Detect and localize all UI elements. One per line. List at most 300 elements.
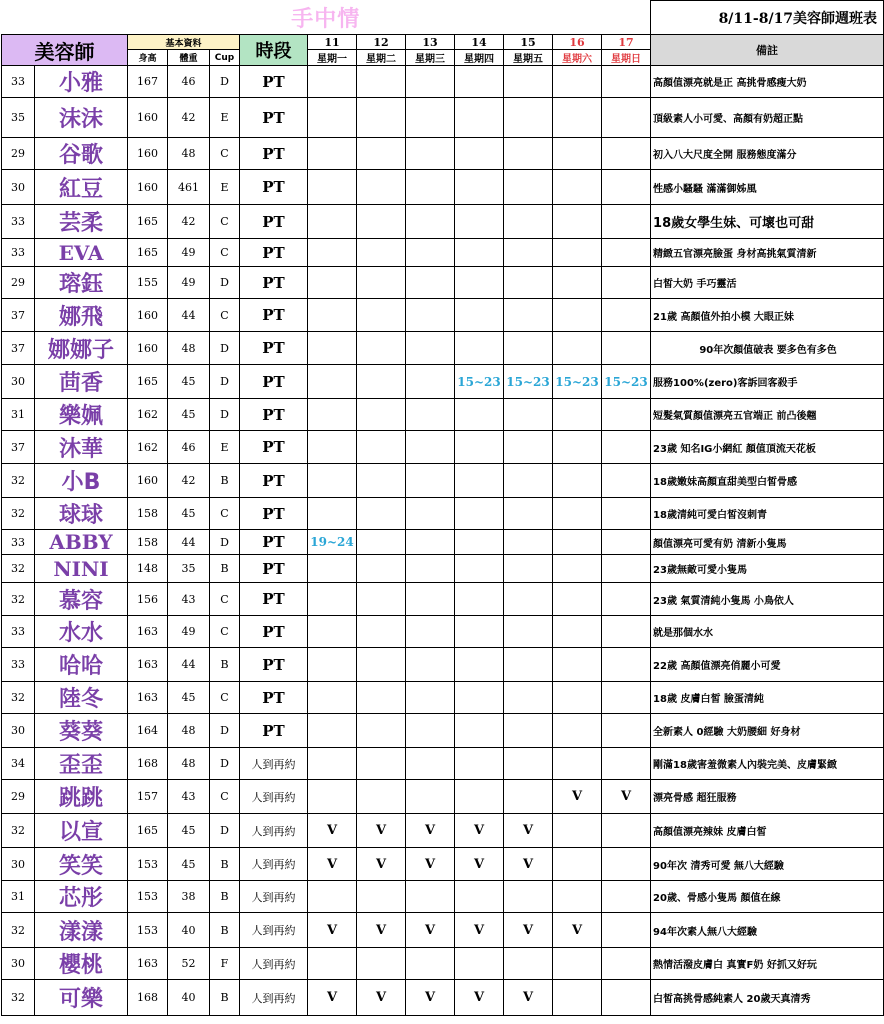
cup-cell: D — [210, 530, 240, 555]
day-cell-14: V — [455, 848, 504, 881]
day-cell-12: V — [357, 913, 406, 948]
day-cell-17 — [602, 138, 651, 170]
weight-cell: 45 — [168, 682, 210, 714]
day-cell-15 — [504, 881, 553, 913]
stylist-name: 紅豆 — [35, 170, 128, 205]
day-cell-16 — [553, 399, 602, 431]
day-cell-14: V — [455, 913, 504, 948]
height-cell: 155 — [128, 267, 168, 299]
stylist-name: 笑笑 — [35, 848, 128, 881]
cup-cell: D — [210, 365, 240, 399]
age-cell: 33 — [2, 648, 35, 682]
day-cell-14 — [455, 948, 504, 980]
weekday-header-6: 星期六 — [553, 50, 602, 66]
day-cell-13 — [406, 299, 455, 332]
day-cell-13 — [406, 498, 455, 530]
stylist-row — [2, 980, 884, 1016]
day-cell-15 — [504, 498, 553, 530]
note-cell: 熱情活潑皮膚白 真實F奶 好抓又好玩 — [651, 948, 884, 980]
cup-cell: C — [210, 780, 240, 814]
day-cell-16 — [553, 682, 602, 714]
stylist-row — [2, 205, 884, 239]
day-cell-12 — [357, 365, 406, 399]
day-cell-16 — [553, 498, 602, 530]
cup-cell: C — [210, 205, 240, 239]
schedule-table — [1, 0, 884, 1016]
day-cell-15 — [504, 66, 553, 98]
day-cell-14 — [455, 583, 504, 616]
day-cell-14 — [455, 267, 504, 299]
day-cell-14 — [455, 205, 504, 239]
height-cell: 157 — [128, 780, 168, 814]
day-cell-12 — [357, 138, 406, 170]
day-cell-13 — [406, 648, 455, 682]
day-cell-11 — [308, 299, 357, 332]
height-cell: 164 — [128, 714, 168, 748]
shift-cell: PT — [240, 170, 308, 205]
day-cell-12 — [357, 555, 406, 583]
day-cell-12 — [357, 498, 406, 530]
day-cell-17 — [602, 980, 651, 1016]
age-cell: 31 — [2, 399, 35, 431]
day-cell-13 — [406, 583, 455, 616]
day-cell-12: V — [357, 814, 406, 848]
stylist-row — [2, 555, 884, 583]
stylist-row — [2, 498, 884, 530]
height-cell: 167 — [128, 66, 168, 98]
day-cell-14 — [455, 98, 504, 138]
cup-header: Cup — [210, 50, 240, 66]
weekday-header-2: 星期二 — [357, 50, 406, 66]
weight-cell: 49 — [168, 267, 210, 299]
stylist-name: 陸冬 — [35, 682, 128, 714]
day-cell-12 — [357, 583, 406, 616]
shift-cell: PT — [240, 98, 308, 138]
cup-cell: B — [210, 913, 240, 948]
stylist-name: 哈哈 — [35, 648, 128, 682]
age-cell: 34 — [2, 748, 35, 780]
cup-cell: D — [210, 66, 240, 98]
cup-cell: D — [210, 267, 240, 299]
age-cell: 37 — [2, 299, 35, 332]
cup-cell: C — [210, 583, 240, 616]
day-cell-16 — [553, 138, 602, 170]
note-cell: 漂亮骨感 超狂服務 — [651, 780, 884, 814]
date-header-7: 17 — [602, 35, 651, 50]
day-cell-11 — [308, 780, 357, 814]
stylist-name: 漾漾 — [35, 913, 128, 948]
shift-cell: PT — [240, 267, 308, 299]
note-cell: 服務100%(zero)客訴回客殺手 — [651, 365, 884, 399]
day-cell-11 — [308, 616, 357, 648]
age-cell: 33 — [2, 530, 35, 555]
day-cell-16 — [553, 66, 602, 98]
weekday-header-3: 星期三 — [406, 50, 455, 66]
day-cell-17 — [602, 682, 651, 714]
day-cell-11: 19~24 — [308, 530, 357, 555]
shift-cell: PT — [240, 399, 308, 431]
day-cell-13 — [406, 332, 455, 365]
note-cell: 就是那個水水 — [651, 616, 884, 648]
cup-cell: C — [210, 299, 240, 332]
day-cell-15: V — [504, 913, 553, 948]
day-cell-11 — [308, 170, 357, 205]
weight-cell: 43 — [168, 780, 210, 814]
day-cell-11 — [308, 583, 357, 616]
day-cell-13 — [406, 682, 455, 714]
stylist-row — [2, 913, 884, 948]
day-cell-17 — [602, 205, 651, 239]
age-cell: 32 — [2, 980, 35, 1016]
stylist-row — [2, 714, 884, 748]
day-cell-17 — [602, 464, 651, 498]
note-cell: 高顏值漂亮辣妹 皮膚白皙 — [651, 814, 884, 848]
day-cell-16 — [553, 583, 602, 616]
age-cell: 32 — [2, 464, 35, 498]
day-cell-13 — [406, 881, 455, 913]
stylist-name: 芸柔 — [35, 205, 128, 239]
day-cell-14 — [455, 748, 504, 780]
day-cell-13: V — [406, 980, 455, 1016]
day-cell-14 — [455, 498, 504, 530]
day-cell-13 — [406, 780, 455, 814]
day-cell-17 — [602, 748, 651, 780]
stylist-row — [2, 682, 884, 714]
height-cell: 163 — [128, 948, 168, 980]
cup-cell: E — [210, 98, 240, 138]
note-cell: 高顏值漂亮就是正 高挑骨感瘦大奶 — [651, 66, 884, 98]
weight-cell: 48 — [168, 748, 210, 780]
note-cell: 23歲 知名IG小網紅 顏值頂流天花板 — [651, 431, 884, 464]
stylist-name: 瑢鈺 — [35, 267, 128, 299]
day-cell-13 — [406, 98, 455, 138]
weight-cell: 48 — [168, 138, 210, 170]
cup-cell: D — [210, 714, 240, 748]
day-cell-16 — [553, 431, 602, 464]
stylist-row — [2, 332, 884, 365]
stylist-row — [2, 881, 884, 913]
stylist-name: 谷歌 — [35, 138, 128, 170]
cup-cell: B — [210, 881, 240, 913]
day-cell-12 — [357, 780, 406, 814]
height-cell: 165 — [128, 239, 168, 267]
day-cell-17 — [602, 913, 651, 948]
day-cell-13: V — [406, 913, 455, 948]
age-cell: 30 — [2, 848, 35, 881]
day-cell-17 — [602, 299, 651, 332]
weight-header: 體重 — [168, 50, 210, 66]
day-cell-12 — [357, 464, 406, 498]
day-cell-12 — [357, 748, 406, 780]
day-cell-17 — [602, 170, 651, 205]
day-cell-15 — [504, 714, 553, 748]
age-cell: 30 — [2, 365, 35, 399]
day-cell-15 — [504, 138, 553, 170]
shift-cell: PT — [240, 530, 308, 555]
day-cell-16 — [553, 881, 602, 913]
day-cell-14 — [455, 332, 504, 365]
day-cell-14: 15~23 — [455, 365, 504, 399]
weight-cell: 35 — [168, 555, 210, 583]
height-cell: 160 — [128, 138, 168, 170]
stylist-name: 小B — [35, 464, 128, 498]
day-cell-11 — [308, 138, 357, 170]
weight-cell: 38 — [168, 881, 210, 913]
age-cell: 33 — [2, 66, 35, 98]
age-cell: 29 — [2, 138, 35, 170]
stylist-name: EVA — [35, 239, 128, 267]
day-cell-12 — [357, 98, 406, 138]
shift-cell: PT — [240, 138, 308, 170]
note-cell: 22歲 高顏值漂亮俏麗小可愛 — [651, 648, 884, 682]
day-cell-14 — [455, 682, 504, 714]
stylist-name: 以宣 — [35, 814, 128, 848]
day-cell-16: V — [553, 913, 602, 948]
shift-cell: PT — [240, 714, 308, 748]
weight-cell: 48 — [168, 714, 210, 748]
shift-cell: PT — [240, 66, 308, 98]
age-cell: 33 — [2, 205, 35, 239]
day-cell-17: V — [602, 780, 651, 814]
stylist-row — [2, 267, 884, 299]
day-cell-15 — [504, 239, 553, 267]
day-cell-13 — [406, 170, 455, 205]
day-cell-14 — [455, 399, 504, 431]
day-cell-12 — [357, 170, 406, 205]
note-cell: 94年次素人無八大經驗 — [651, 913, 884, 948]
stylist-name: 球球 — [35, 498, 128, 530]
note-cell: 20歲、骨感小隻馬 顏值在線 — [651, 881, 884, 913]
stylist-row — [2, 464, 884, 498]
shift-cell: PT — [240, 205, 308, 239]
shift-cell: PT — [240, 464, 308, 498]
day-cell-11 — [308, 98, 357, 138]
day-cell-13 — [406, 66, 455, 98]
day-cell-16 — [553, 748, 602, 780]
day-cell-15 — [504, 530, 553, 555]
note-cell: 全新素人 0經驗 大奶腰細 好身材 — [651, 714, 884, 748]
day-cell-11 — [308, 748, 357, 780]
date-header-5: 15 — [504, 35, 553, 50]
height-cell: 153 — [128, 881, 168, 913]
cup-cell: B — [210, 980, 240, 1016]
day-cell-13 — [406, 239, 455, 267]
day-cell-12 — [357, 239, 406, 267]
day-cell-15 — [504, 464, 553, 498]
height-header: 身高 — [128, 50, 168, 66]
weight-cell: 44 — [168, 299, 210, 332]
height-cell: 163 — [128, 648, 168, 682]
day-cell-15 — [504, 948, 553, 980]
day-cell-12 — [357, 714, 406, 748]
note-cell: 23歲無敵可愛小隻馬 — [651, 555, 884, 583]
stylist-row — [2, 530, 884, 555]
day-cell-15 — [504, 780, 553, 814]
day-cell-14: V — [455, 814, 504, 848]
weight-cell: 40 — [168, 980, 210, 1016]
day-cell-17 — [602, 881, 651, 913]
stylist-row — [2, 848, 884, 881]
day-cell-17 — [602, 616, 651, 648]
day-cell-12 — [357, 332, 406, 365]
cup-cell: B — [210, 464, 240, 498]
age-cell: 29 — [2, 267, 35, 299]
age-cell: 32 — [2, 682, 35, 714]
day-cell-12 — [357, 299, 406, 332]
day-cell-13: V — [406, 814, 455, 848]
day-cell-11 — [308, 399, 357, 431]
day-cell-17 — [602, 98, 651, 138]
day-cell-14 — [455, 780, 504, 814]
stylist-row — [2, 98, 884, 138]
shift-cell: PT — [240, 583, 308, 616]
day-cell-12 — [357, 66, 406, 98]
stylist-name: 櫻桃 — [35, 948, 128, 980]
shift-cell: PT — [240, 616, 308, 648]
day-cell-13 — [406, 714, 455, 748]
day-cell-17 — [602, 399, 651, 431]
shift-cell: 人到再約 — [240, 814, 308, 848]
weekday-header-4: 星期四 — [455, 50, 504, 66]
stylist-row — [2, 138, 884, 170]
cup-cell: C — [210, 239, 240, 267]
day-cell-13 — [406, 365, 455, 399]
day-cell-15 — [504, 616, 553, 648]
age-cell: 33 — [2, 239, 35, 267]
day-cell-11 — [308, 464, 357, 498]
cup-cell: B — [210, 848, 240, 881]
day-cell-11 — [308, 431, 357, 464]
cup-cell: C — [210, 682, 240, 714]
day-cell-13 — [406, 555, 455, 583]
day-cell-14: V — [455, 980, 504, 1016]
day-cell-11 — [308, 332, 357, 365]
day-cell-11 — [308, 555, 357, 583]
day-cell-14 — [455, 714, 504, 748]
shift-cell: PT — [240, 365, 308, 399]
day-cell-17 — [602, 814, 651, 848]
stylist-row — [2, 948, 884, 980]
stylist-name: 葵葵 — [35, 714, 128, 748]
day-cell-16 — [553, 648, 602, 682]
day-cell-12 — [357, 399, 406, 431]
stylist-row — [2, 170, 884, 205]
note-cell: 頂級素人小可愛、高顏有奶超正點 — [651, 98, 884, 138]
shift-cell: PT — [240, 555, 308, 583]
stylist-name: 芯彤 — [35, 881, 128, 913]
day-cell-17 — [602, 648, 651, 682]
shift-cell: PT — [240, 498, 308, 530]
day-cell-16 — [553, 98, 602, 138]
day-cell-14 — [455, 239, 504, 267]
date-header-6: 16 — [553, 35, 602, 50]
cup-cell: B — [210, 648, 240, 682]
sheet-title: 手中情 — [2, 1, 651, 35]
day-cell-15 — [504, 399, 553, 431]
height-cell: 165 — [128, 205, 168, 239]
age-cell: 30 — [2, 170, 35, 205]
stylist-name: 可樂 — [35, 980, 128, 1016]
day-cell-14 — [455, 555, 504, 583]
age-cell: 32 — [2, 583, 35, 616]
weight-cell: 49 — [168, 616, 210, 648]
age-cell: 29 — [2, 780, 35, 814]
stylist-name: 小雅 — [35, 66, 128, 98]
date-header-3: 13 — [406, 35, 455, 50]
weight-cell: 461 — [168, 170, 210, 205]
day-cell-14 — [455, 530, 504, 555]
stylist-row — [2, 239, 884, 267]
day-cell-14 — [455, 431, 504, 464]
weight-cell: 44 — [168, 648, 210, 682]
day-cell-14 — [455, 648, 504, 682]
stylist-row — [2, 780, 884, 814]
height-cell: 158 — [128, 498, 168, 530]
note-cell: 精緻五官漂亮臉蛋 身材高挑氣質清新 — [651, 239, 884, 267]
shift-cell: 人到再約 — [240, 881, 308, 913]
stylist-name: ABBY — [35, 530, 128, 555]
shift-cell: PT — [240, 332, 308, 365]
day-cell-17 — [602, 714, 651, 748]
day-cell-13 — [406, 616, 455, 648]
day-cell-15 — [504, 682, 553, 714]
day-cell-17 — [602, 948, 651, 980]
day-cell-11 — [308, 714, 357, 748]
shift-cell: PT — [240, 682, 308, 714]
shift-cell: 人到再約 — [240, 848, 308, 881]
stylist-name: 慕容 — [35, 583, 128, 616]
age-cell: 32 — [2, 913, 35, 948]
day-cell-16 — [553, 170, 602, 205]
cup-cell: D — [210, 748, 240, 780]
stylist-name: 沫沫 — [35, 98, 128, 138]
weight-cell: 48 — [168, 332, 210, 365]
day-cell-14 — [455, 464, 504, 498]
day-cell-16 — [553, 848, 602, 881]
schedule-body — [2, 66, 884, 1016]
day-cell-17 — [602, 431, 651, 464]
day-cell-13 — [406, 464, 455, 498]
day-cell-15 — [504, 205, 553, 239]
stylist-header: 美容師 — [2, 35, 128, 66]
day-cell-12 — [357, 616, 406, 648]
shift-cell: PT — [240, 648, 308, 682]
day-cell-17 — [602, 267, 651, 299]
day-cell-12 — [357, 948, 406, 980]
stylist-name: 樂姵 — [35, 399, 128, 431]
day-cell-16 — [553, 616, 602, 648]
weight-cell: 46 — [168, 431, 210, 464]
height-cell: 160 — [128, 332, 168, 365]
age-cell: 30 — [2, 948, 35, 980]
height-cell: 165 — [128, 365, 168, 399]
day-cell-14 — [455, 66, 504, 98]
day-cell-15: 15~23 — [504, 365, 553, 399]
weight-cell: 42 — [168, 464, 210, 498]
stylist-row — [2, 66, 884, 98]
stylist-row — [2, 583, 884, 616]
day-cell-13 — [406, 205, 455, 239]
date-header-4: 14 — [455, 35, 504, 50]
period-label: 8/11-8/17美容師週班表 — [651, 1, 884, 35]
day-cell-14 — [455, 170, 504, 205]
age-cell: 32 — [2, 814, 35, 848]
stylist-row — [2, 814, 884, 848]
note-cell: 顏值漂亮可愛有奶 清新小隻馬 — [651, 530, 884, 555]
date-header-1: 11 — [308, 35, 357, 50]
height-cell: 156 — [128, 583, 168, 616]
stylist-row — [2, 365, 884, 399]
